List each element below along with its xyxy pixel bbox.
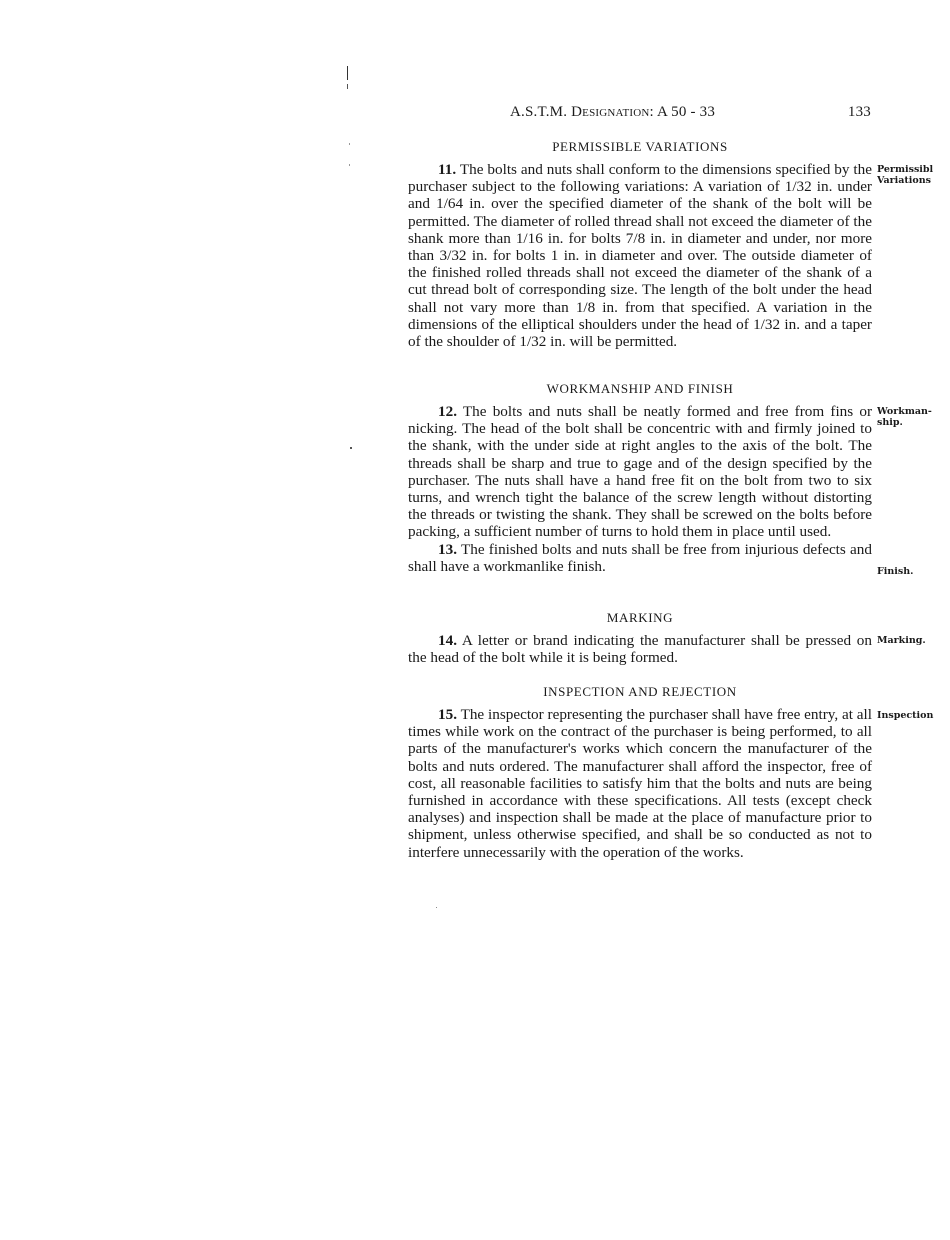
paragraph-text: A letter or brand indicating the manufacturer shall be pressed on the head of the bolt while it is being formed. <box>408 632 872 667</box>
section-workmanship-finish <box>408 381 872 575</box>
side-note-line: Marking. <box>877 635 926 646</box>
paragraph-number: 13. <box>438 540 457 558</box>
side-note-permissible <box>877 164 949 186</box>
scan-mark <box>347 66 348 80</box>
section-title: PERMISSIBLE VARIATIONS <box>552 139 728 154</box>
side-note-line: Finish. <box>877 566 914 577</box>
paragraph-number: 15. <box>438 706 457 723</box>
section-title: WORKMANSHIP AND FINISH <box>546 381 734 396</box>
side-note-line: Permissibl <box>877 164 934 175</box>
paragraph-number: 11. <box>438 161 457 178</box>
paragraph-13 <box>408 541 872 575</box>
side-note-inspection <box>877 710 949 721</box>
section-inspection-rejection <box>408 684 872 861</box>
side-note-line: Workman- <box>877 406 932 417</box>
paragraph-text: The finished bolts and nuts shall be free from injurious defects and shall have a workmanlike finish. <box>408 540 872 575</box>
paragraph-15 <box>408 706 872 861</box>
paragraph-text: The bolts and nuts shall be neatly formed and free from fins or nicking. The head of the bolt shall be concentric with and firmly joined to the shank, with the under side at right angles to the axis of the bolt. The threads shall be sharp and true to gage and of the design specified by the purchaser. The nuts shall have a hand free fit on the bolt from two to six turns, and wrench tight the balance of the screw length without distorting the threads or twisting the shank. They shall be screwed on the bolts before packing, a sufficient number of turns to hold them in place until used. <box>408 403 873 541</box>
scan-mark <box>350 447 352 449</box>
running-header <box>510 104 875 121</box>
side-note-workmanship <box>877 406 949 428</box>
designation: A.S.T.M. Designation: A 50 - 33 <box>510 104 716 120</box>
scan-mark <box>436 907 437 908</box>
scan-mark <box>349 143 350 145</box>
paragraph-number: 12. <box>438 403 457 420</box>
side-note-line: Inspection <box>877 710 934 721</box>
section-title: INSPECTION AND REJECTION <box>543 684 737 699</box>
paragraph-14 <box>408 632 872 666</box>
paragraph-text: The bolts and nuts shall conform to the dimensions specified by the purchaser subject to the following variations: A variation of 1/32 in. under and 1/64 in. over the specified diameter of the shank of the bolt will be permitted. The diameter of rolled thread shall not exceed the diameter of the shank more than 1/16 in. for bolts 7/8 in. in diameter and under, nor more than 3/32 in. for bolts 1 in. in diameter and over. The outside diameter of the finished rolled threads shall not exceed the diameter of the shank of a cut thread bolt of corresponding size. The length of the bolt under the head shall not vary more than 1/8 in. from that specified. A variation in the dimensions of the elliptical shoulders under the head of 1/32 in. and a taper of the shoulder of 1/32 in. will be permitted. <box>408 161 872 351</box>
section-permissible-variations <box>408 139 872 350</box>
page-number: 133 <box>847 104 871 120</box>
section-title: MARKING <box>606 610 674 625</box>
section-marking <box>408 610 872 666</box>
paragraph-11 <box>408 161 872 350</box>
side-note-line: Variations <box>877 175 932 186</box>
paragraph-text: The inspector representing the purchaser shall have free entry, at all times while work on the contract of the purchaser is being performed, to all parts of the manufacturer's works which concern the manufacturer of the bolts and nuts ordered. The manufacturer shall afford the inspector, free of cost, all reasonable facilities to satisfy him that the bolts and nuts are being furnished in accordance with these specifications. All tests (except check analyses) and inspection shall be made at the place of manufacture prior to shipment, unless otherwise specified, and shall be so conducted as not to interfere unnecessarily with the operation of the works. <box>408 706 872 861</box>
paragraph-12 <box>408 403 872 541</box>
side-note-line: ship. <box>877 417 903 428</box>
scan-mark <box>347 84 348 89</box>
side-note-marking <box>877 635 949 646</box>
paragraph-number: 14. <box>438 632 457 649</box>
side-note-finish <box>877 566 949 577</box>
scan-mark <box>349 164 350 166</box>
